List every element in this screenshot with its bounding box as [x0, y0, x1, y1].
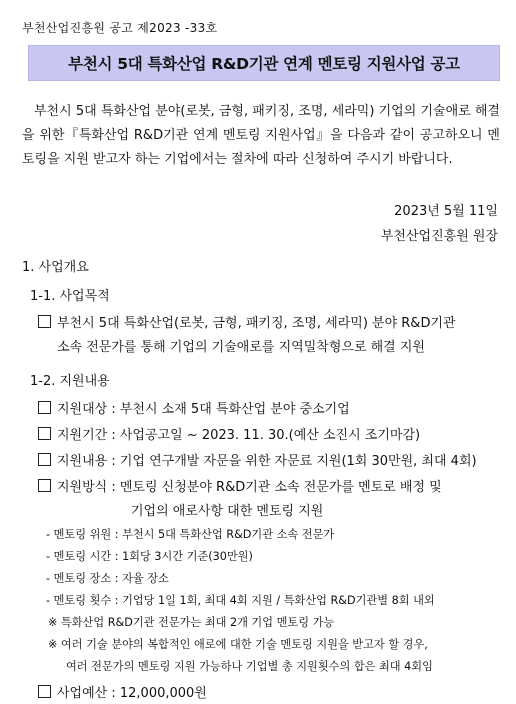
support-target-item	[38, 398, 350, 417]
support-content-text: 지원내용 : 기업 연구개발 자문을 위한 자문료 지원(1회 30만원, 최대 4회)	[57, 454, 477, 469]
support-content-item	[38, 450, 477, 469]
checkbox-square-icon	[38, 427, 51, 440]
issuer-name: 부천산업진흥원 원장	[380, 229, 498, 244]
purpose-line-2: 소속 전문가를 통해 기업의 기술애로를 지역밀착형으로 해결 지원	[57, 340, 425, 355]
detail-time: - 멘토링 시간 : 1회당 3시간 기준(30만원)	[46, 550, 253, 563]
note-multi-field-2: 여러 전문가의 멘토링 지원 가능하나 기업별 총 지원횟수의 합은 최대 4회임	[66, 660, 433, 673]
note-expert-limit: ※ 특화산업 R&D기관 전문가는 최대 2개 기업 멘토링 가능	[48, 616, 335, 629]
note-multi-field-1: ※ 여러 기술 분야의 복합적인 애로에 대한 기술 멘토링 지원을 받고자 할 경우,	[48, 638, 428, 651]
budget-text: 사업예산 : 12,000,000원	[57, 686, 207, 701]
checkbox-square-icon	[38, 685, 51, 698]
checkbox-square-icon	[38, 453, 51, 466]
support-period-text: 지원기간 : 사업공고일 ~ 2023. 11. 30.(예산 소진시 조기마감)	[57, 428, 421, 443]
intro-text: 부천시 5대 특화산업 분야(로봇, 금형, 패키징, 조명, 세라믹) 기업의 기술애로 해결을 위한『특화산업 R&D기관 연계 멘토링 지원사업』을 다음과 같이 공고하오니 멘토링을 지원 받고자 하는 기업에서는 절차에 따라 신청하여 주시기 바랍니다.	[22, 104, 500, 167]
subsection-heading-purpose: 1-1. 사업목적	[30, 289, 110, 304]
purpose-line-1: 부천시 5대 특화산업(로봇, 금형, 패키징, 조명, 세라믹) 분야 R&D기관	[57, 316, 456, 331]
detail-mentor: - 멘토링 위원 : 부천시 5대 특화산업 R&D기관 소속 전문가	[46, 528, 335, 541]
title-banner	[28, 45, 500, 81]
detail-place: - 멘토링 장소 : 자율 장소	[46, 572, 169, 585]
support-method-text-2: 기업의 애로사항 대한 멘토링 지원	[131, 504, 324, 519]
subsection-heading-support: 1-2. 지원내용	[30, 374, 110, 389]
checkbox-square-icon	[38, 315, 51, 328]
support-method-text-1: 지원방식 : 멘토링 신청분야 R&D기관 소속 전문가를 멘토로 배정 및	[57, 480, 442, 495]
budget-item	[38, 682, 207, 701]
section-heading-overview: 1. 사업개요	[22, 260, 89, 275]
checkbox-square-icon	[38, 479, 51, 492]
support-target-text: 지원대상 : 부천시 소재 5대 특화산업 분야 중소기업	[57, 402, 350, 417]
intro-paragraph	[22, 100, 500, 172]
document-number: 부천산업진흥원 공고 제2023 -33호	[22, 21, 218, 35]
detail-count: - 멘토링 횟수 : 기업당 1일 1회, 최대 4회 지원 / 특화산업 R&D기관별 8회 내외	[46, 594, 435, 607]
document-title: 부천시 5대 특화산업 R&D기관 연계 멘토링 지원사업 공고	[68, 55, 460, 73]
checkbox-square-icon	[38, 401, 51, 414]
support-method-item	[38, 476, 442, 495]
purpose-item	[38, 312, 456, 331]
support-period-item	[38, 424, 420, 443]
announcement-date: 2023년 5월 11일	[394, 204, 498, 219]
